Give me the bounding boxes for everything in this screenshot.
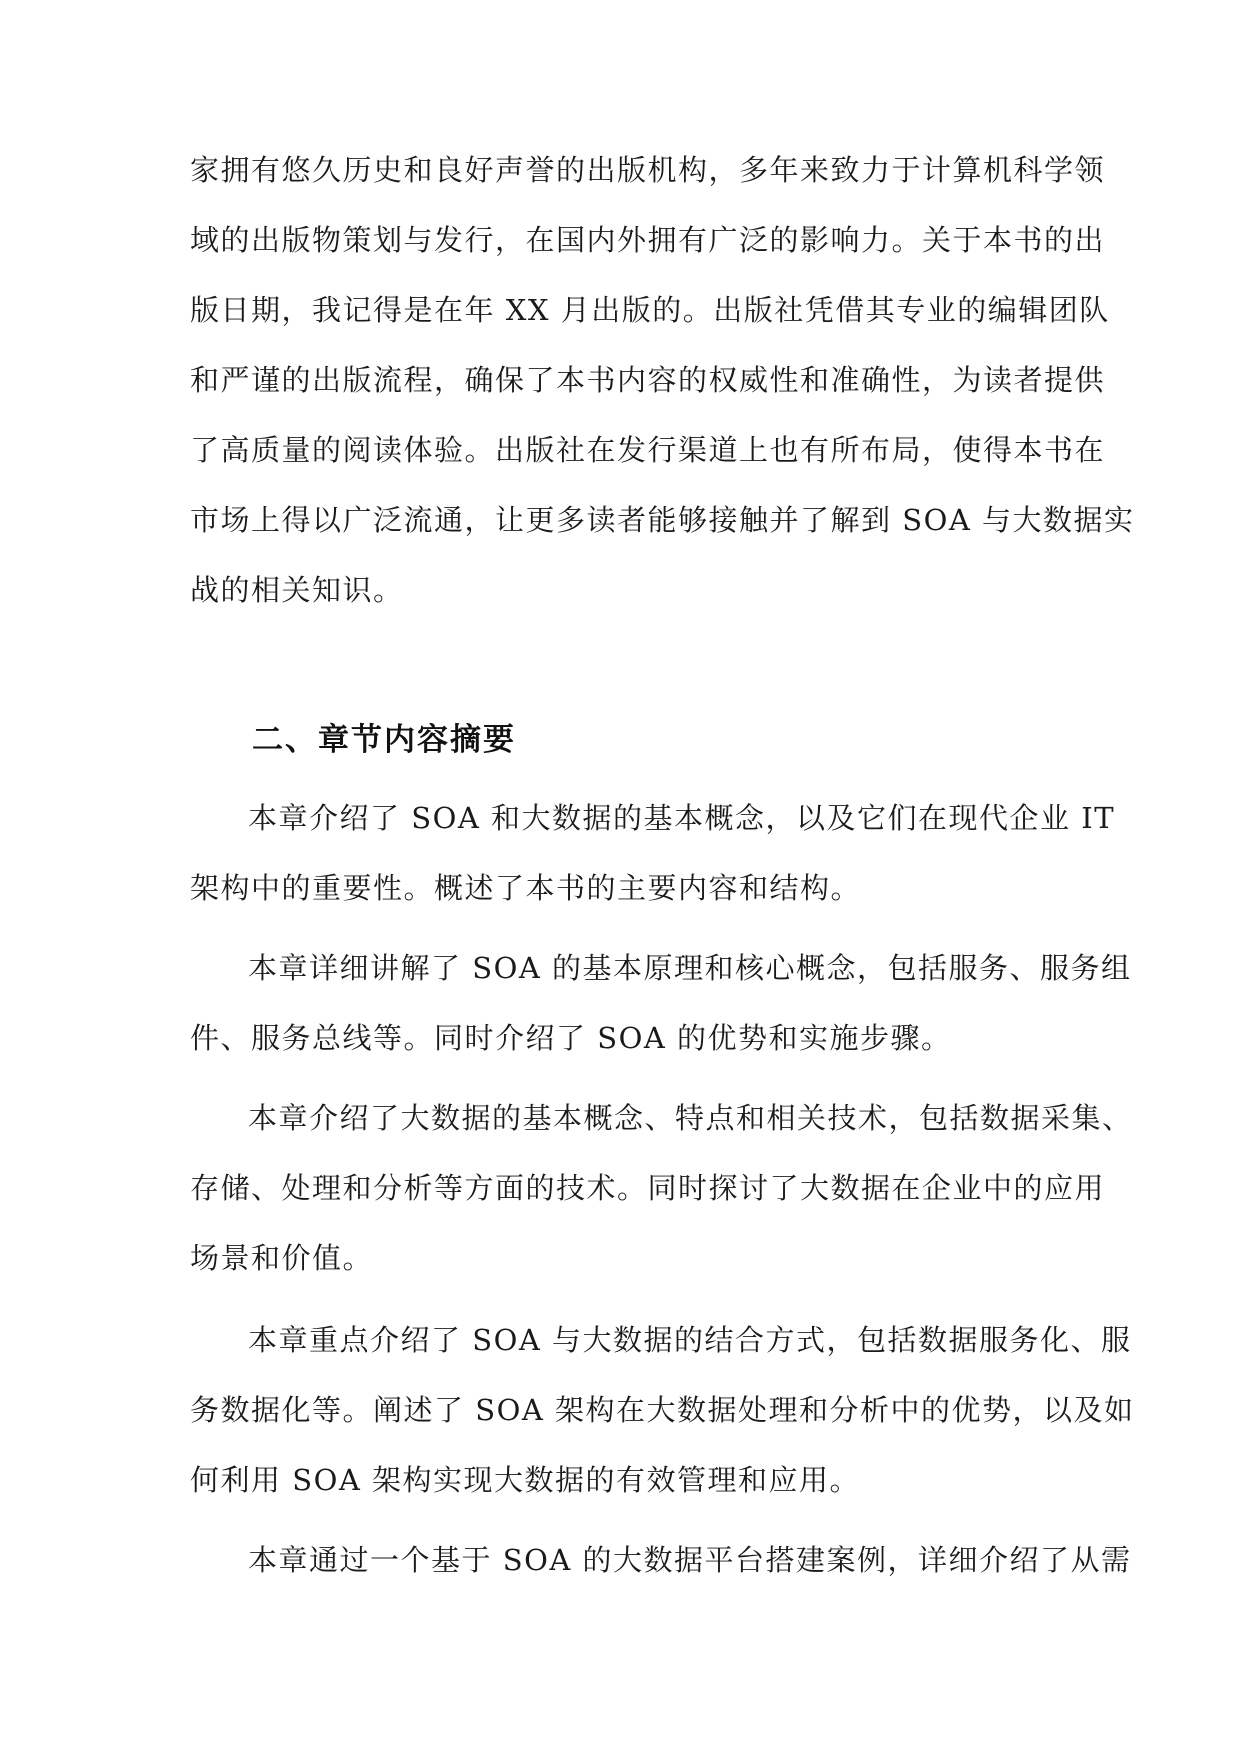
summary-3-line-2: 存储、处理和分析等方面的技术。同时探讨了大数据在企业中的应用	[190, 1171, 1106, 1205]
summary-4-line-1: 本章重点介绍了 SOA 与大数据的结合方式，包括数据服务化、服	[248, 1323, 1132, 1357]
summary-3-line-3: 场景和价值。	[190, 1241, 374, 1275]
intro-line-4: 和严谨的出版流程，确保了本书内容的权威性和准确性，为读者提供	[190, 363, 1106, 397]
intro-line-5: 了高质量的阅读体验。出版社在发行渠道上也有所布局，使得本书在	[190, 433, 1106, 467]
intro-line-6: 市场上得以广泛流通，让更多读者能够接触并了解到 SOA 与大数据实	[190, 503, 1135, 537]
summary-4-line-2: 务数据化等。阐述了 SOA 架构在大数据处理和分析中的优势，以及如	[190, 1393, 1135, 1427]
summary-5-line-1: 本章通过一个基于 SOA 的大数据平台搭建案例，详细介绍了从需	[248, 1543, 1132, 1577]
summary-1-line-2: 架构中的重要性。概述了本书的主要内容和结构。	[190, 871, 862, 905]
intro-line-7: 战的相关知识。	[190, 573, 404, 607]
section-heading: 二、章节内容摘要	[252, 722, 516, 758]
intro-line-2: 域的出版物策划与发行，在国内外拥有广泛的影响力。关于本书的出	[190, 223, 1106, 257]
summary-2-line-1: 本章详细讲解了 SOA 的基本原理和核心概念，包括服务、服务组	[248, 951, 1132, 985]
intro-line-1: 家拥有悠久历史和良好声誉的出版机构，多年来致力于计算机科学领	[190, 153, 1106, 187]
summary-4-line-3: 何利用 SOA 架构实现大数据的有效管理和应用。	[190, 1463, 861, 1497]
summary-2-line-2: 件、服务总线等。同时介绍了 SOA 的优势和实施步骤。	[190, 1021, 952, 1055]
summary-1-line-1: 本章介绍了 SOA 和大数据的基本概念，以及它们在现代企业 IT	[248, 801, 1116, 835]
intro-line-3: 版日期，我记得是在年 XX 月出版的。出版社凭借其专业的编辑团队	[190, 293, 1110, 327]
summary-3-line-1: 本章介绍了大数据的基本概念、特点和相关技术，包括数据采集、	[248, 1101, 1133, 1135]
